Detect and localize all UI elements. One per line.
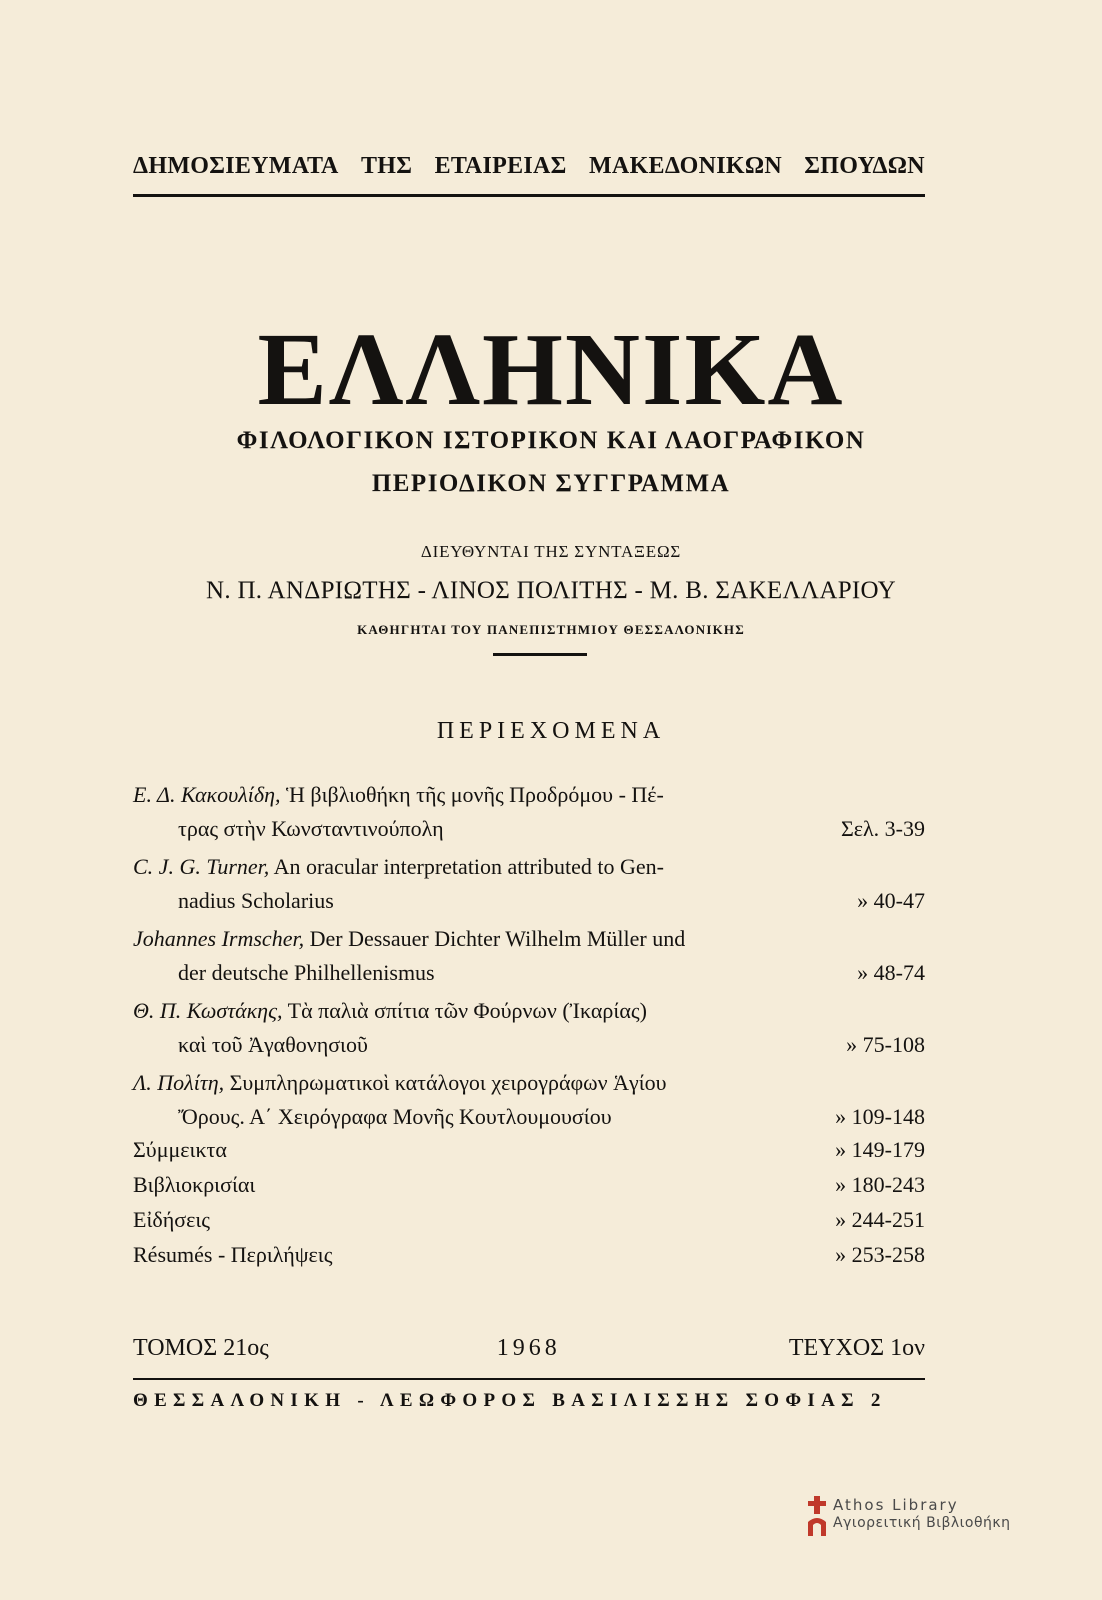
toc-pages: » 48-74 <box>857 960 925 985</box>
section-pages: » 253-258 <box>835 1242 925 1267</box>
toc-pages: » 40-47 <box>857 888 925 913</box>
series-word: ΕΤΑΙΡΕΙΑΣ <box>434 153 567 179</box>
issue: ΤΕΥΧΟΣ 1ον <box>788 1335 925 1361</box>
footer-divider <box>133 1378 925 1380</box>
journal-title: ΕΛΛΗΝΙΚΑ <box>257 312 845 427</box>
toc-title-line-1: Συμπληρωματικοὶ κατάλογοι χειρογράφων Ἁγίου <box>224 1070 667 1095</box>
watermark-line-2: Αγιορειτική Βιβλιοθήκη <box>833 1515 1011 1531</box>
series-word: ΣΠΟΥΔΩΝ <box>804 153 925 179</box>
toc-author: Λ. Πολίτη, <box>133 1070 225 1095</box>
toc-pages: » 109-148 <box>835 1104 925 1129</box>
table-of-contents <box>133 778 925 1138</box>
issue-info <box>133 1335 925 1362</box>
directors-label: ΔΙΕΥΘΥΝΤΑΙ ΤΗΣ ΣΥΝΤΑΞΕΩΣ <box>420 542 682 561</box>
volume: ΤΟΜΟΣ 21ος <box>133 1335 269 1361</box>
header-divider <box>133 194 925 197</box>
editors: Ν. Π. ΑΝΔΡΙΩΤΗΣ - ΛΙΝΟΣ ΠΟΛΙΤΗΣ - Μ. Β. ΣΑΚΕΛΛΑΡΙΟΥ <box>205 577 896 604</box>
section-entry <box>133 1237 925 1272</box>
toc-pages: » 75-108 <box>846 1032 925 1057</box>
athos-library-watermark <box>806 1496 1011 1536</box>
toc-title-line-2: τρας στὴν Κωνσταντινούπολη <box>178 816 444 841</box>
section-pages: » 244-251 <box>835 1207 925 1232</box>
toc-author: Θ. Π. Κωστάκης, <box>133 998 283 1023</box>
contents-heading: ΠΕΡΙΕΧΟΜΕΝΑ <box>436 718 666 744</box>
toc-entry <box>133 922 925 990</box>
affiliation: ΚΑΘΗΓΗΤΑΙ ΤΟΥ ΠΑΝΕΠΙΣΤΗΜΙΟΥ ΘΕΣΣΑΛΟΝΙΚΗΣ <box>357 622 745 637</box>
toc-title-line-2: der deutsche Philhellenismus <box>178 960 435 985</box>
section-label: Βιβλιοκρισίαι <box>133 1172 256 1197</box>
address: ΘΕΣΣΑΛΟΝΙΚΗ - ΛΕΩΦΟΡΟΣ ΒΑΣΙΛΙΣΣΗΣ ΣΟΦΙΑΣ 2 <box>133 1390 887 1411</box>
year: 1968 <box>496 1335 561 1361</box>
toc-author: C. J. G. Turner, <box>133 854 270 879</box>
toc-pages: Σελ. 3-39 <box>840 816 925 841</box>
toc-entry <box>133 1066 925 1134</box>
section-entry <box>133 1132 925 1167</box>
short-divider <box>493 653 587 656</box>
series-word: ΤΗΣ <box>360 153 413 179</box>
toc-entry <box>133 778 925 846</box>
series-word: ΔΗΜΟΣΙΕΥΜΑΤΑ <box>133 153 339 179</box>
toc-title-line-1: Der Dessauer Dichter Wilhelm Müller und <box>304 926 686 951</box>
toc-title-line-2: Ὄρους. Α΄ Χειρόγραφα Μονῆς Κουτλουμουσίου <box>178 1104 612 1129</box>
toc-author: Johannes Irmscher, <box>133 926 305 951</box>
toc-title-line-2: nadius Scholarius <box>178 888 334 913</box>
toc-author: Ε. Δ. Κακουλίδη, <box>133 782 281 807</box>
section-pages: » 149-179 <box>835 1137 925 1162</box>
sections-list <box>133 1132 925 1272</box>
series-word: ΜΑΚΕΔΟΝΙΚΩΝ <box>588 153 782 179</box>
subtitle-line-1: ΦΙΛΟΛΟΓΙΚΟΝ ΙΣΤΟΡΙΚΟΝ ΚΑΙ ΛΑΟΓΡΑΦΙΚΟΝ <box>236 427 866 454</box>
series-header <box>133 153 925 180</box>
section-label: Εἰδήσεις <box>133 1207 210 1232</box>
section-entry <box>133 1202 925 1237</box>
section-label: Σύμμεικτα <box>133 1137 227 1162</box>
subtitle-line-2: ΠΕΡΙΟΔΙΚΟΝ ΣΥΓΓΡΑΜΜΑ <box>371 470 731 497</box>
toc-entry <box>133 850 925 918</box>
toc-title-line-1: Ἡ βιβλιοθήκη τῆς μονῆς Προδρόμου - Πέ- <box>280 782 664 807</box>
toc-entry <box>133 994 925 1062</box>
toc-title-line-1: Τὰ παλιὰ σπίτια τῶν Φούρνων (Ἰκαρίας) <box>282 998 647 1023</box>
watermark-line-1: Athos Library <box>833 1496 959 1514</box>
section-label: Résumés - Περιλήψεις <box>133 1242 333 1267</box>
cross-icon <box>806 1496 828 1536</box>
section-entry <box>133 1167 925 1202</box>
toc-title-line-1: An oracular interpretation attributed to Gen- <box>269 854 664 879</box>
section-pages: » 180-243 <box>835 1172 925 1197</box>
toc-title-line-2: καὶ τοῦ Ἀγαθονησιοῦ <box>178 1032 368 1057</box>
